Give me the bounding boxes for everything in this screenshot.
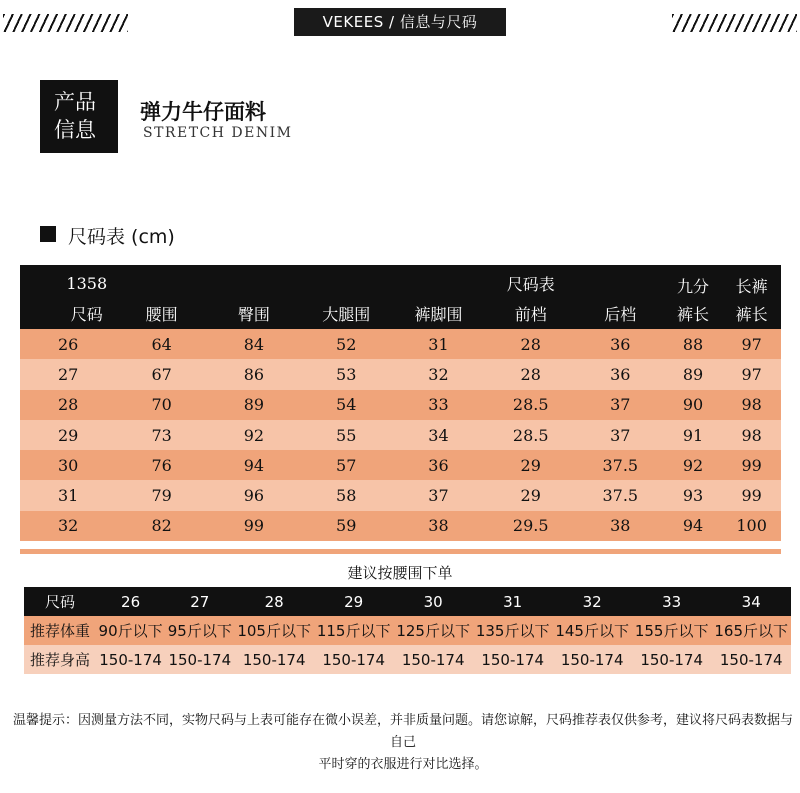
table-cell: 89 xyxy=(682,364,704,384)
table-cell: 31 xyxy=(428,334,449,354)
table-row xyxy=(20,480,781,510)
recommend-height-row xyxy=(24,645,791,674)
table-cell: 57 xyxy=(336,455,357,475)
column-header: 裤脚围 xyxy=(414,304,463,324)
recommend-size-cell: 31 xyxy=(503,592,523,611)
table-cell: 54 xyxy=(336,395,357,415)
fabric-subtitle: STRETCH DENIM xyxy=(143,125,293,141)
nine-length-top-label: 九分 xyxy=(677,277,710,296)
recommend-table xyxy=(24,587,791,674)
table-cell: 52 xyxy=(336,334,357,354)
table-cell: 88 xyxy=(682,334,704,354)
product-info-box xyxy=(40,80,118,153)
product-info-line1: 产品 xyxy=(54,90,96,114)
fabric-title: 弹力牛仔面料 xyxy=(140,100,266,124)
size-chart-title: 尺码表 (cm) xyxy=(68,226,175,248)
table-cell: 98 xyxy=(741,395,762,415)
size-table xyxy=(20,265,781,541)
table-cell: 82 xyxy=(151,516,172,536)
recommend-weight-cell: 115斤以下 xyxy=(316,622,391,640)
tip-line2: 平时穿的衣服进行对比选择。 xyxy=(318,757,488,772)
recommend-size-cell: 34 xyxy=(741,592,761,611)
header-tag: VEKEES / 信息与尺码 xyxy=(294,8,506,36)
long-pants-top-label: 长裤 xyxy=(735,277,768,296)
table-cell: 36 xyxy=(610,334,631,354)
recommend-weight-cell: 125斤以下 xyxy=(396,622,470,640)
table-cell: 37.5 xyxy=(602,455,639,475)
recommend-height-cell: 150-174 xyxy=(719,650,783,669)
table-cell: 79 xyxy=(151,486,172,506)
table-cell: 94 xyxy=(682,516,704,536)
recommend-height-cell: 150-174 xyxy=(168,650,232,669)
table-cell: 31 xyxy=(58,486,79,506)
column-header: 前档 xyxy=(514,304,547,324)
recommend-size-cell: 33 xyxy=(662,592,682,611)
table-cell: 32 xyxy=(58,516,79,536)
table-cell: 97 xyxy=(741,334,762,354)
table-cell: 67 xyxy=(151,364,172,384)
recommend-weight-cell: 135斤以下 xyxy=(475,622,550,640)
size-table-group-label: 尺码表 xyxy=(506,274,555,294)
table-cell: 28 xyxy=(520,364,541,384)
table-cell: 89 xyxy=(243,395,265,415)
table-cell: 38 xyxy=(610,516,631,536)
table-cell: 58 xyxy=(336,486,357,506)
recommend-size-label: 尺码 xyxy=(44,593,75,611)
table-cell: 100 xyxy=(736,516,767,536)
column-header: 裤长 xyxy=(677,304,710,324)
product-info-line2: 信息 xyxy=(54,118,96,142)
table-cell: 96 xyxy=(243,486,265,506)
table-row xyxy=(20,511,781,541)
recommend-size-row xyxy=(24,587,791,616)
table-cell: 26 xyxy=(58,334,79,354)
tip-line1: 温馨提示：因测量方法不同，实物尺码与上表可能存在微小误差，并非质量问题。请您谅解，尺码推荐表仅供参考，建议将尺码表数据与自己 xyxy=(12,713,793,750)
table-cell: 99 xyxy=(243,516,265,536)
recommend-height-cell: 150-174 xyxy=(322,650,385,669)
recommend-size-cell: 32 xyxy=(582,592,602,611)
table-cell: 27 xyxy=(58,364,79,384)
table-cell: 32 xyxy=(428,364,449,384)
tip-note xyxy=(8,710,798,776)
recommend-weight-row xyxy=(24,616,791,645)
table-cell: 92 xyxy=(243,425,265,445)
table-bottom-line xyxy=(20,549,781,554)
table-cell: 92 xyxy=(682,455,704,475)
recommend-size-cell: 27 xyxy=(190,592,210,611)
table-row xyxy=(20,450,781,480)
section-square-icon xyxy=(40,226,56,242)
table-cell: 38 xyxy=(428,516,449,536)
recommend-title: 建议按腰围下单 xyxy=(347,564,453,582)
table-cell: 59 xyxy=(336,516,357,536)
recommend-size-cell: 29 xyxy=(344,592,364,611)
table-cell: 34 xyxy=(428,425,449,445)
recommend-height-cell: 150-174 xyxy=(481,650,544,669)
table-cell: 86 xyxy=(243,364,265,384)
table-row xyxy=(20,390,781,420)
table-cell: 28 xyxy=(58,395,79,415)
recommend-height-cell: 150-174 xyxy=(640,650,703,669)
recommend-size-cell: 30 xyxy=(423,592,443,611)
column-header: 大腿围 xyxy=(322,304,371,324)
recommend-height-cell: 150-174 xyxy=(242,650,306,669)
recommend-height-cell: 150-174 xyxy=(401,650,465,669)
table-cell: 29 xyxy=(520,486,541,506)
table-row xyxy=(20,420,781,450)
table-cell: 29.5 xyxy=(512,516,549,536)
model-number: 1358 xyxy=(66,273,108,293)
table-cell: 90 xyxy=(682,395,704,415)
header-hatch-left xyxy=(3,14,128,32)
size-table-header-top xyxy=(20,265,781,297)
table-cell: 55 xyxy=(336,425,357,445)
table-cell: 36 xyxy=(610,364,631,384)
table-cell: 99 xyxy=(741,486,762,506)
table-cell: 53 xyxy=(336,364,357,384)
column-header: 尺码 xyxy=(70,304,103,324)
table-cell: 70 xyxy=(151,395,172,415)
header-hatch-right xyxy=(672,14,797,32)
recommend-weight-cell: 145斤以下 xyxy=(555,622,629,640)
table-cell: 37 xyxy=(610,395,631,415)
recommend-weight-cell: 105斤以下 xyxy=(237,622,311,640)
table-cell: 84 xyxy=(243,334,265,354)
recommend-height-cell: 150-174 xyxy=(99,650,162,669)
table-cell: 29 xyxy=(58,425,79,445)
table-cell: 97 xyxy=(741,364,762,384)
table-cell: 91 xyxy=(682,425,704,445)
table-cell: 76 xyxy=(151,455,172,475)
recommend-weight-label: 推荐体重 xyxy=(29,622,90,640)
column-header: 腰围 xyxy=(145,304,178,324)
recommend-weight-cell: 95斤以下 xyxy=(167,622,232,640)
table-cell: 94 xyxy=(243,455,265,475)
table-cell: 37 xyxy=(610,425,631,445)
recommend-size-cell: 26 xyxy=(121,592,141,611)
table-cell: 98 xyxy=(741,425,762,445)
recommend-height-cell: 150-174 xyxy=(560,650,624,669)
table-cell: 37 xyxy=(428,486,449,506)
recommend-weight-cell: 155斤以下 xyxy=(634,622,709,640)
column-header: 裤长 xyxy=(735,304,768,324)
table-cell: 30 xyxy=(58,455,79,475)
table-cell: 29 xyxy=(520,455,541,475)
table-cell: 36 xyxy=(428,455,449,475)
table-cell: 73 xyxy=(151,425,172,445)
table-cell: 64 xyxy=(151,334,172,354)
size-table-header xyxy=(20,297,781,329)
table-cell: 37.5 xyxy=(602,486,639,506)
table-cell: 28 xyxy=(520,334,541,354)
table-row xyxy=(20,359,781,389)
table-cell: 99 xyxy=(741,455,762,475)
column-header: 后档 xyxy=(604,304,637,324)
table-cell: 93 xyxy=(682,486,704,506)
recommend-height-label: 推荐身高 xyxy=(29,651,90,669)
table-row xyxy=(20,329,781,359)
recommend-size-cell: 28 xyxy=(264,592,284,611)
table-cell: 28.5 xyxy=(512,425,549,445)
column-header: 臀围 xyxy=(237,304,270,324)
table-cell: 28.5 xyxy=(512,395,549,415)
recommend-weight-cell: 90斤以下 xyxy=(98,622,163,640)
recommend-weight-cell: 165斤以下 xyxy=(714,622,789,640)
table-cell: 33 xyxy=(428,395,449,415)
